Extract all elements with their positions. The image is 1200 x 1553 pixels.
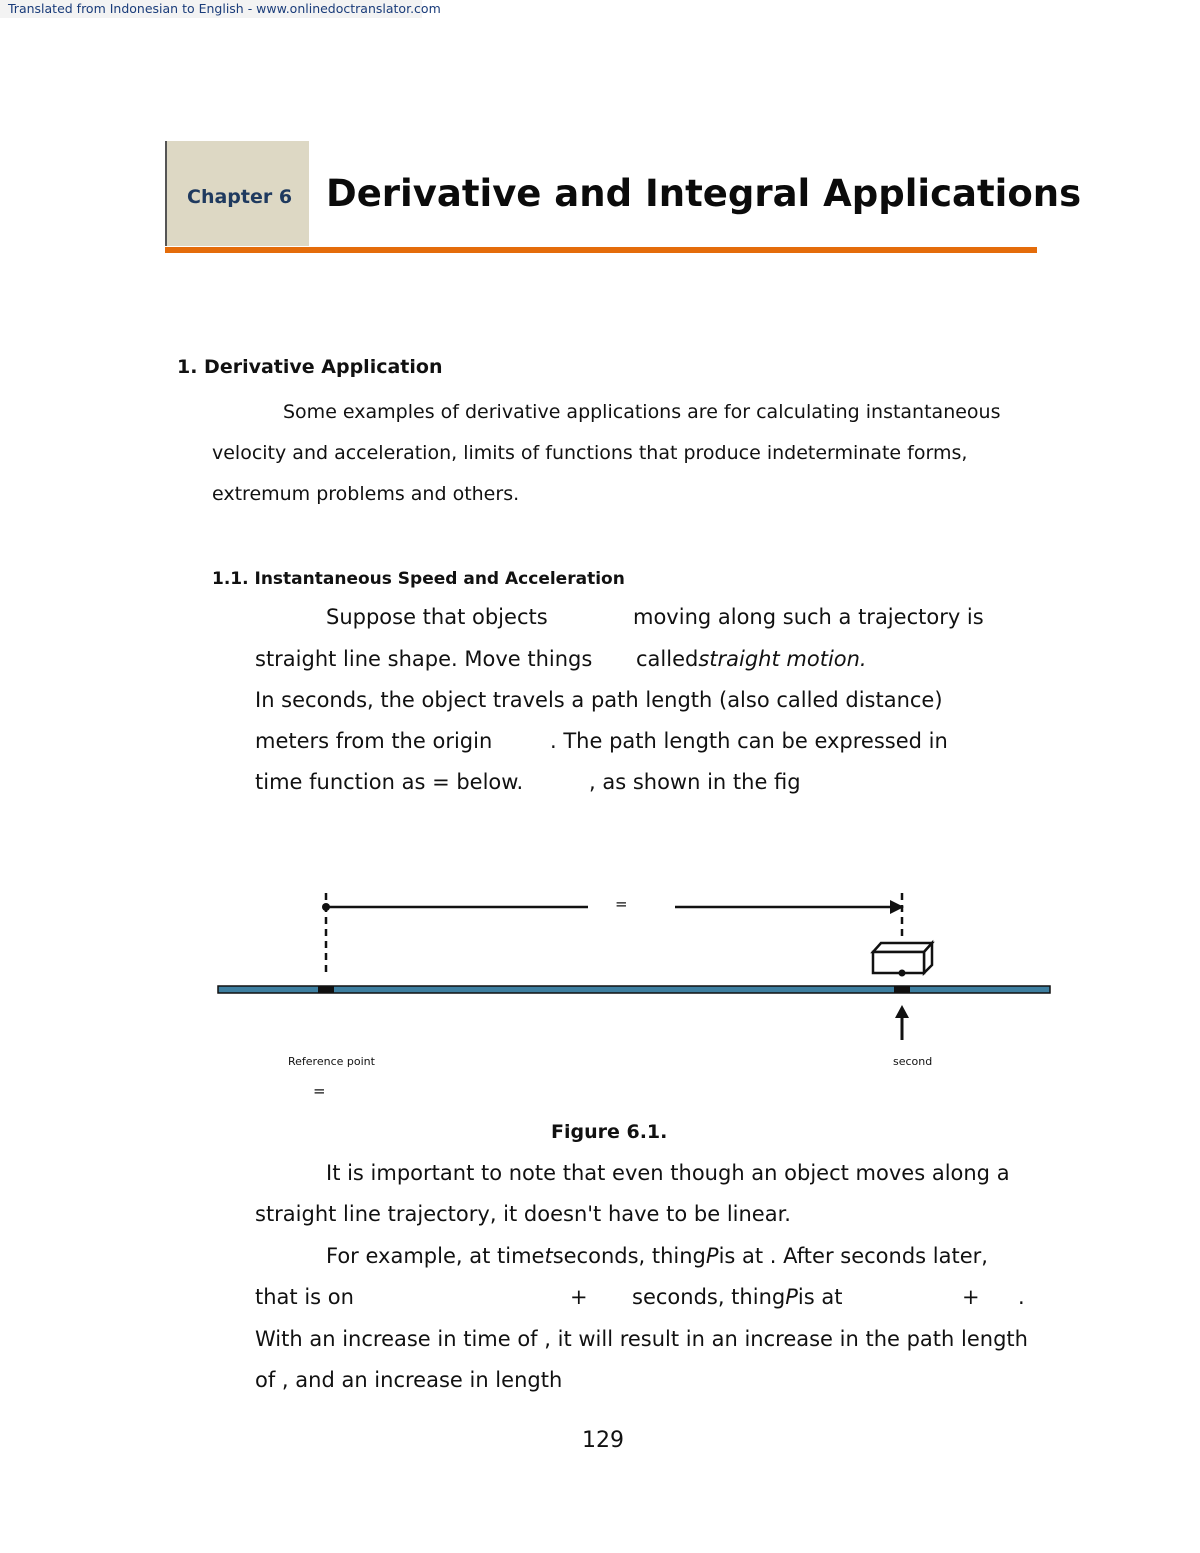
paragraph-line: extremum problems and others. [212,483,520,505]
translation-banner[interactable] [0,0,441,18]
equals-sign: = [615,895,628,913]
equals-sign: = [313,1082,326,1100]
reference-marker [318,986,334,993]
track-line [218,986,1050,993]
motion-diagram [210,885,1060,1050]
period: . [1018,1285,1025,1309]
banner-text[interactable]: Translated from Indonesian to English - www.onlinedoctranslator.com [8,1,441,16]
paragraph-text: meters from the origin [255,729,493,753]
paragraph-text: In seconds, the object travels a path length (also called distance) [255,688,943,712]
text-run: is at [797,1285,843,1309]
text-run: is at . After seconds later, [718,1244,988,1268]
paragraph-text: . The path length can be expressed in [550,729,948,753]
paragraph-line: velocity and acceleration, limits of functions that produce indeterminate forms, [212,442,968,464]
var-p: P [785,1285,798,1309]
paragraph-text: that is on [255,1285,354,1309]
plus-sign: + [962,1285,980,1309]
chapter-rule [165,247,1037,253]
plus-sign: + [570,1285,588,1309]
paragraph-text: , as shown in the fig [589,770,801,794]
page-number: 129 [582,1428,624,1453]
var-t: t [544,1244,553,1268]
chapter-label: Chapter 6 [187,186,293,208]
section-heading: 1. Derivative Application [177,356,443,378]
paragraph-text: Suppose that objects [326,605,548,629]
paragraph-text [636,647,867,671]
paragraph-text: time function as = below. [255,770,524,794]
paragraph-text: straight line shape. Move things [255,647,593,671]
paragraph-text [632,1285,842,1309]
chapter-title: Derivative and Integral Applications [326,172,1082,215]
text-run: seconds, thing [552,1244,706,1268]
paragraph-text: With an increase in time of , it will result in an increase in the path length [255,1327,1028,1351]
paragraph-text: called [636,647,699,671]
paragraph-text: moving along such a trajectory is [633,605,984,629]
term-italic: straight motion. [698,647,867,671]
var-p: P [705,1244,719,1268]
paragraph-text [326,1244,988,1268]
text-run: seconds, thing [632,1285,786,1309]
reference-point-label: Reference point [288,1055,375,1068]
object-box [873,943,932,977]
second-label: second [893,1055,933,1068]
figure-caption: Figure 6.1. [551,1121,668,1143]
subsection-heading: 1.1. Instantaneous Speed and Acceleration [212,569,625,589]
paragraph-line: Some examples of derivative applications are for calculating instantaneous [283,401,1001,423]
up-arrow-head [895,1005,909,1018]
text-run: For example, at time [326,1244,545,1268]
position-marker [894,986,910,993]
paragraph-text: It is important to note that even though an object moves along a [326,1161,1010,1185]
paragraph-text: straight line trajectory, it doesn't have to be linear. [255,1202,791,1226]
paragraph-text: of , and an increase in length [255,1368,563,1392]
